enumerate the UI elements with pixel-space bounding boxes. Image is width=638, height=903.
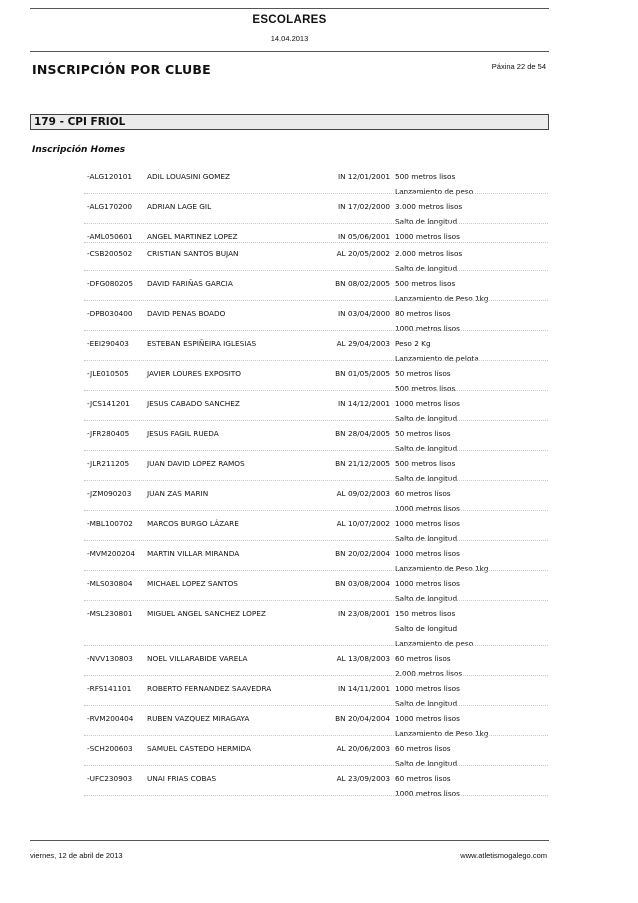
- athlete-events: [395, 366, 455, 396]
- document-title: ESCOLARES: [252, 14, 327, 26]
- athlete-name: RUBEN VAZQUEZ MIRAGAYA: [147, 714, 250, 723]
- event-entry: Salto de longitud: [395, 414, 458, 423]
- athlete-code: -NVV130803: [87, 654, 133, 663]
- athlete-name: MARCOS BURGO LÁZARE: [147, 519, 239, 528]
- athlete-row: [0, 456, 638, 486]
- event-entry: Salto de longitud: [395, 759, 458, 768]
- athlete-code: -JZM090203: [87, 489, 132, 498]
- athlete-name: CRISTIAN SANTOS BUJAN: [147, 249, 239, 258]
- athlete-code: -RFS141101: [87, 684, 132, 693]
- athlete-name: ESTEBAN ESPIÑEIRA IGLESIAS: [147, 339, 257, 348]
- athlete-events: [395, 546, 489, 576]
- athlete-events: [395, 456, 457, 486]
- athlete-category-birthdate: AL 23/09/2003: [336, 774, 390, 783]
- athlete-code: -JCS141201: [87, 399, 130, 408]
- athlete-category-birthdate: AL 20/05/2002: [336, 249, 390, 258]
- event-entry: Salto de longitud: [395, 264, 458, 273]
- athlete-events: [395, 711, 489, 741]
- athlete-row: [0, 606, 638, 651]
- athlete-code: -AML050601: [87, 232, 133, 241]
- athlete-code: -JLE010505: [87, 369, 129, 378]
- athlete-events: [395, 516, 460, 546]
- athlete-events: [395, 426, 457, 456]
- event-entry: Salto de longitud: [395, 534, 458, 543]
- athlete-events: [395, 576, 460, 606]
- document-date: 14.04.2013: [270, 34, 309, 43]
- event-entry: 80 metros lisos: [395, 309, 451, 318]
- event-entry: 1000 metros lisos: [395, 399, 460, 408]
- athlete-row: [0, 276, 638, 306]
- athlete-name: DAVID PENAS BOADO: [147, 309, 226, 318]
- athlete-code: -MLS030804: [87, 579, 133, 588]
- event-entry: 1000 metros lisos: [395, 549, 460, 558]
- event-entry: 60 metros lisos: [395, 774, 451, 783]
- event-entry: 1000 metros lisos: [395, 232, 460, 241]
- club-header: [30, 114, 549, 130]
- event-entry: Salto de longitud: [395, 624, 458, 633]
- athlete-code: -MSL230801: [87, 609, 133, 618]
- athlete-code: -CSB200502: [87, 249, 133, 258]
- event-entry: 1000 metros lisos: [395, 504, 460, 513]
- athlete-code: -DPB030400: [87, 309, 133, 318]
- athlete-row: [0, 396, 638, 426]
- athlete-code: -EEI290403: [87, 339, 129, 348]
- event-entry: 60 metros lisos: [395, 489, 451, 498]
- event-entry: 500 metros lisos: [395, 172, 456, 181]
- event-entry: Lanzamiento de Peso 1kg: [395, 729, 489, 738]
- athlete-category-birthdate: IN 14/11/2001: [338, 684, 390, 693]
- athlete-row: [0, 306, 638, 336]
- footer-date: viernes, 12 de abril de 2013: [30, 851, 123, 860]
- page-number: Páxina 22 de 54: [491, 62, 546, 71]
- athlete-events: [395, 741, 457, 771]
- athlete-name: NOEL VILLARABIDE VARELA: [147, 654, 248, 663]
- athlete-category-birthdate: BN 21/12/2005: [335, 459, 390, 468]
- event-entry: 60 metros lisos: [395, 744, 451, 753]
- athlete-name: JESUS FAGIL RUEDA: [147, 429, 219, 438]
- athlete-name: MICHAEL LOPEZ SANTOS: [147, 579, 238, 588]
- athlete-list: [0, 169, 638, 801]
- athlete-name: MARTIN VILLAR MIRANDA: [147, 549, 240, 558]
- athlete-code: -DFG080205: [87, 279, 133, 288]
- event-entry: Peso 2 Kg: [395, 339, 431, 348]
- athlete-events: [395, 306, 460, 336]
- athlete-row: [0, 576, 638, 606]
- athlete-name: JUAN ZAS MARIN: [147, 489, 209, 498]
- event-entry: Salto de longitud: [395, 699, 458, 708]
- athlete-category-birthdate: BN 20/02/2004: [335, 549, 390, 558]
- athlete-category-birthdate: BN 20/04/2004: [335, 714, 390, 723]
- athlete-events: [395, 229, 460, 244]
- athlete-category-birthdate: AL 09/02/2003: [336, 489, 390, 498]
- event-entry: 1000 metros lisos: [395, 519, 460, 528]
- athlete-category-birthdate: IN 03/04/2000: [338, 309, 390, 318]
- top-rule: [30, 8, 549, 9]
- athlete-code: -SCH200603: [87, 744, 133, 753]
- event-entry: Lanzamiento de Peso 1kg: [395, 564, 489, 573]
- event-entry: 1000 metros lisos: [395, 714, 460, 723]
- athlete-events: [395, 169, 473, 199]
- athlete-row: [0, 771, 638, 801]
- athlete-row: [0, 246, 638, 276]
- event-entry: 500 metros lisos: [395, 459, 456, 468]
- event-entry: 50 metros lisos: [395, 429, 451, 438]
- event-entry: Salto de longitud: [395, 217, 458, 226]
- event-entry: 1000 metros lisos: [395, 684, 460, 693]
- athlete-row: [0, 681, 638, 711]
- event-entry: 1000 metros lisos: [395, 324, 460, 333]
- athlete-row: [0, 366, 638, 396]
- athlete-name: ADRIAN LAGE GIL: [147, 202, 212, 211]
- athlete-row: [0, 651, 638, 681]
- athlete-code: -MBL100702: [87, 519, 133, 528]
- group-title: Inscripción Homes: [32, 145, 126, 155]
- athlete-name: ANGEL MARTINEZ LOPEZ: [147, 232, 238, 241]
- athlete-row: [0, 199, 638, 229]
- athlete-category-birthdate: BN 28/04/2005: [335, 429, 390, 438]
- athlete-events: [395, 681, 460, 711]
- athlete-row: [0, 229, 638, 246]
- athlete-category-birthdate: AL 13/08/2003: [336, 654, 390, 663]
- club-name: 179 - CPI FRIOL: [34, 116, 126, 128]
- event-entry: Lanzamiento de peso: [395, 187, 474, 196]
- event-entry: Salto de longitud: [395, 444, 458, 453]
- athlete-events: [395, 246, 462, 276]
- event-entry: Lanzamiento de pelota: [395, 354, 479, 363]
- footer-url: www.atletismogalego.com: [460, 851, 547, 860]
- athlete-code: -RVM200404: [87, 714, 134, 723]
- athlete-events: [395, 606, 473, 651]
- athlete-row: [0, 546, 638, 576]
- athlete-name: ADIL LOUASINI GOMEZ: [147, 172, 231, 181]
- athlete-code: -ALG120101: [87, 172, 133, 181]
- event-entry: 1000 metros lisos: [395, 579, 460, 588]
- event-entry: 150 metros lisos: [395, 609, 456, 618]
- event-entry: 50 metros lisos: [395, 369, 451, 378]
- athlete-events: [395, 199, 462, 229]
- athlete-events: [395, 651, 462, 681]
- athlete-code: -ALG170200: [87, 202, 133, 211]
- athlete-row: [0, 426, 638, 456]
- athlete-category-birthdate: AL 10/07/2002: [336, 519, 390, 528]
- athlete-category-birthdate: AL 20/06/2003: [336, 744, 390, 753]
- athlete-category-birthdate: BN 08/02/2005: [335, 279, 390, 288]
- header-rule: [30, 51, 549, 52]
- athlete-row: [0, 486, 638, 516]
- athlete-row: [0, 336, 638, 366]
- athlete-code: -UFC230903: [87, 774, 133, 783]
- athlete-name: JESUS CABADO SANCHEZ: [147, 399, 240, 408]
- event-entry: Lanzamiento de peso: [395, 639, 474, 648]
- athlete-code: -JFR280405: [87, 429, 130, 438]
- event-entry: Lanzamiento de Peso 1kg: [395, 294, 489, 303]
- event-entry: 500 metros lisos: [395, 279, 456, 288]
- athlete-row: [0, 711, 638, 741]
- athlete-category-birthdate: AL 29/04/2003: [336, 339, 390, 348]
- event-entry: 60 metros lisos: [395, 654, 451, 663]
- athlete-category-birthdate: IN 05/06/2001: [338, 232, 390, 241]
- event-entry: 2.000 metros lisos: [395, 669, 463, 678]
- athlete-category-birthdate: IN 17/02/2000: [338, 202, 390, 211]
- athlete-code: -JLR211205: [87, 459, 130, 468]
- athlete-name: MIGUEL ANGEL SANCHEZ LOPEZ: [147, 609, 266, 618]
- athlete-category-birthdate: BN 01/05/2005: [335, 369, 390, 378]
- event-entry: 2.000 metros lisos: [395, 249, 463, 258]
- athlete-events: [395, 396, 460, 426]
- athlete-events: [395, 336, 479, 366]
- athlete-row: [0, 516, 638, 546]
- athlete-name: SAMUEL CASTEDO HERMIDA: [147, 744, 251, 753]
- athlete-name: UNAI FRIAS COBAS: [147, 774, 217, 783]
- footer-rule: [30, 840, 549, 841]
- athlete-category-birthdate: IN 14/12/2001: [338, 399, 390, 408]
- athlete-category-birthdate: IN 12/01/2001: [338, 172, 390, 181]
- event-entry: Salto de longitud: [395, 594, 458, 603]
- section-title: INSCRIPCIÓN POR CLUBE: [32, 62, 211, 77]
- athlete-events: [395, 276, 489, 306]
- event-entry: 1000 metros lisos: [395, 789, 460, 798]
- athlete-row: [0, 169, 638, 199]
- athlete-name: JUAN DAVID LOPEZ RAMOS: [147, 459, 245, 468]
- athlete-name: DAVID FARIÑAS GARCIA: [147, 279, 233, 288]
- event-entry: 500 metros lisos: [395, 384, 456, 393]
- athlete-events: [395, 771, 460, 801]
- athlete-category-birthdate: IN 23/08/2001: [338, 609, 390, 618]
- athlete-name: ROBERTO FERNANDEZ SAAVEDRA: [147, 684, 272, 693]
- event-entry: Salto de longitud: [395, 474, 458, 483]
- event-entry: 3.000 metros lisos: [395, 202, 463, 211]
- athlete-category-birthdate: BN 03/08/2004: [335, 579, 390, 588]
- athlete-name: JAVIER LOURES EXPOSITO: [147, 369, 241, 378]
- athlete-code: -MVM200204: [87, 549, 136, 558]
- athlete-events: [395, 486, 460, 516]
- athlete-row: [0, 741, 638, 771]
